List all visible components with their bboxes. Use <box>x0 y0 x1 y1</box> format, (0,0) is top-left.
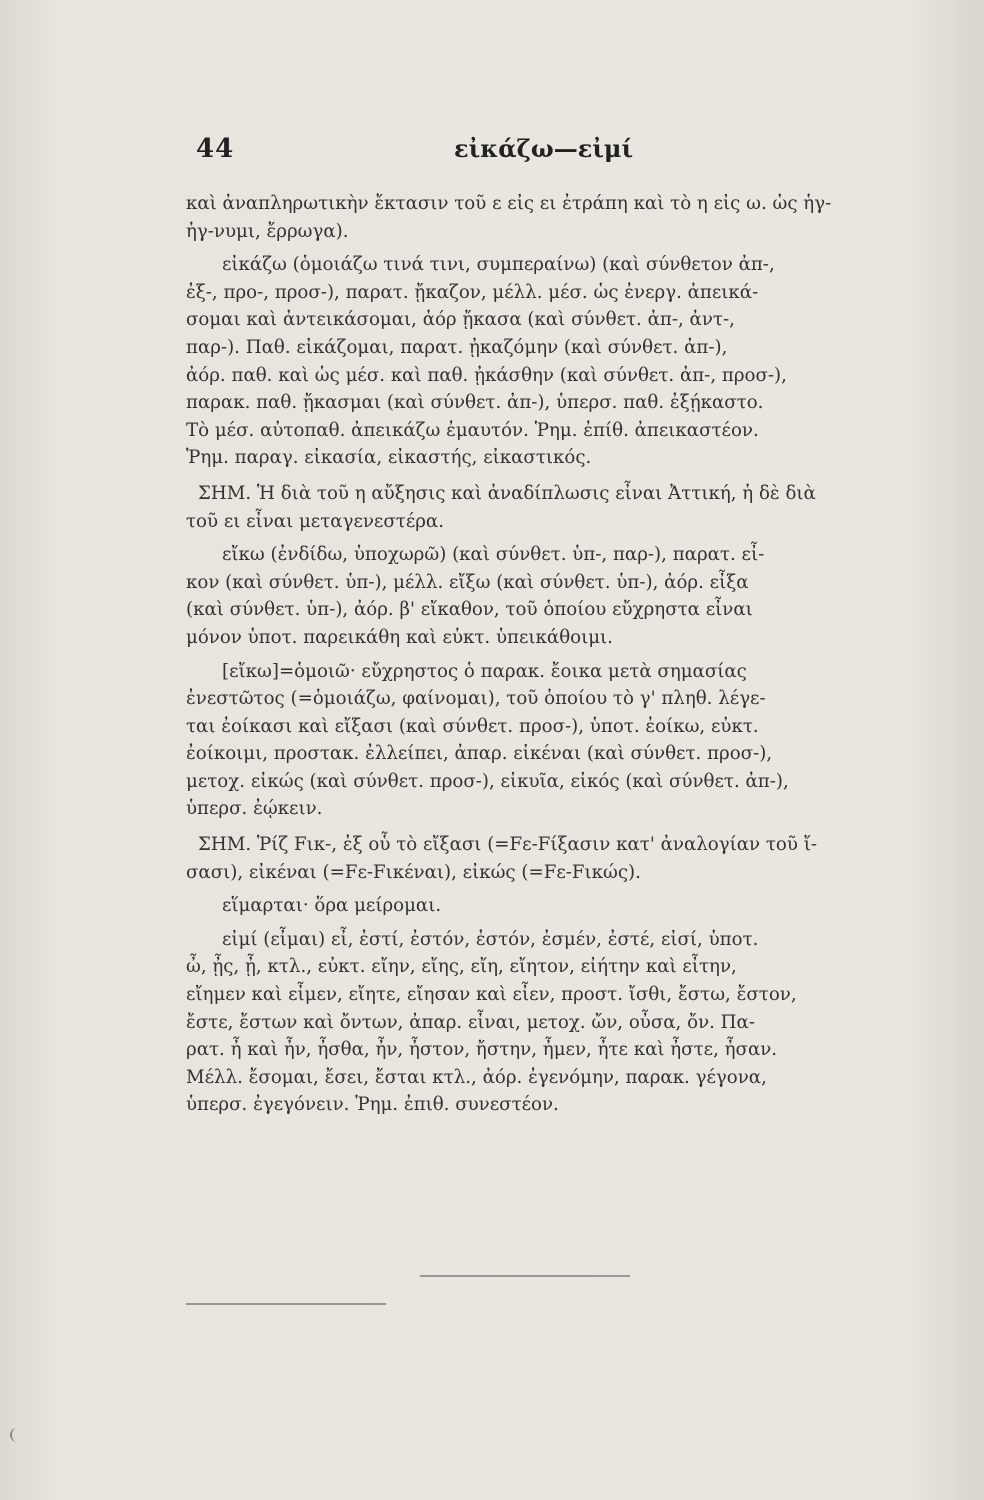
page-number: 44 <box>196 134 235 164</box>
text-line: εἰμί (εἶμαι) εἶ, ἐστί, ἐστόν, ἐστόν, ἐσμέν, ἐστέ, εἰσί, ὑποτ. <box>222 928 759 950</box>
page-header <box>196 134 896 174</box>
text-line: παρ-). Παθ. εἰκάζομαι, παρατ. ᾐκαζόμην (καὶ σύνθετ. ἀπ-), <box>186 336 728 358</box>
text-line: ἀόρ. παθ. καὶ ὡς μέσ. καὶ παθ. ᾐκάσθην (καὶ σύνθετ. ἀπ-, προσ-), <box>186 364 787 386</box>
text-line: καὶ ἀναπληρωτικὴν ἔκτασιν τοῦ ε εἰς ει ἐτράπη καὶ τὸ η εἰς ω. ὡς ἡγ- <box>186 193 832 214</box>
text-line: ἐνεστῶτος (=ὁμοιάζω, φαίνομαι), τοῦ ὁποίου τὸ γ' πληθ. λέγε- <box>186 688 766 710</box>
text-line: παρακ. παθ. ᾔκασμαι (καὶ σύνθετ. ἀπ-), ὑπερσ. παθ. ἐξῄκαστο. <box>186 392 764 414</box>
text-line: εἰκάζω (ὁμοιάζω τινά τινι, συμπεραίνω) (καὶ σύνθετον ἀπ-, <box>222 254 775 276</box>
dictionary-text <box>186 190 886 1119</box>
text-line: ὑπερσ. ἐγεγόνειν. Ῥημ. ἐπιθ. συνεστέον. <box>186 1094 559 1116</box>
text-line: ΣΗΜ. Ῥίζ Fικ-, ἐξ οὗ τὸ εἴξασι (=Fε-Fίξασιν κατ' ἀναλογίαν τοῦ ἴ- <box>198 834 817 856</box>
text-line: κον (καὶ σύνθετ. ὑπ-), μέλλ. εἴξω (καὶ σύνθετ. ὑπ-), ἀόρ. εἶξα <box>186 571 749 593</box>
text-line: τοῦ ει εἶναι μεταγενεστέρα. <box>186 510 444 532</box>
text-line: μετοχ. εἰκώς (καὶ σύνθετ. προσ-), εἰκυῖα, εἰκός (καὶ σύνθετ. ἀπ-), <box>186 770 789 792</box>
text-line: ἔστε, ἔστων καὶ ὄντων, ἀπαρ. εἶναι, μετοχ. ὤν, οὖσα, ὄν. Πα- <box>186 1011 755 1033</box>
text-line: Ῥημ. παραγ. εἰκασία, εἰκαστής, εἰκαστικός. <box>186 447 592 469</box>
text-line: ἐοίκοιμι, προστακ. ἐλλείπει, ἀπαρ. εἰκέναι (καὶ σύνθετ. προσ-), <box>186 743 773 765</box>
text-line: ἐξ-, προ-, προσ-), παρατ. ᾔκαζον, μέλλ. μέσ. ὡς ἐνεργ. ἀπεικά- <box>186 281 759 303</box>
text-line: εἵμαρται· ὅρα μείρομαι. <box>222 895 442 917</box>
text-line: σασι), εἰκέναι (=Fε-Fικέναι), εἰκώς (=Fε-Fικώς). <box>186 861 641 883</box>
text-line: ρατ. ἦ καὶ ἦν, ἦσθα, ἦν, ἦστον, ἤστην, ἦμεν, ἦτε καὶ ἦστε, ἦσαν. <box>186 1039 778 1061</box>
text-line: εἴημεν καὶ εἶμεν, εἴητε, εἴησαν καὶ εἶεν, προστ. ἴσθι, ἔστω, ἔστον, <box>186 984 797 1006</box>
text-line: ΣΗΜ. Ἡ διὰ τοῦ η αὔξησις καὶ ἀναδίπλωσις εἶναι Ἀττική, ἡ δὲ διὰ <box>198 482 816 504</box>
text-line: Μέλλ. ἔσομαι, ἔσει, ἔσται κτλ., ἀόρ. ἐγενόμην, παρακ. γέγονα, <box>186 1066 767 1088</box>
pencil-underline <box>186 1303 386 1305</box>
text-line: μόνον ὑποτ. παρεικάθη καὶ εὐκτ. ὑπεικάθοιμι. <box>186 626 613 648</box>
text-line: ὑπερσ. ἐῴκειν. <box>186 798 323 820</box>
running-head: εἰκάζω—εἰμί <box>454 134 634 163</box>
text-line: ἡγ-νυμι, ἔρρωγα). <box>186 220 349 242</box>
text-line: εἴκω (ἐνδίδω, ὑποχωρῶ) (καὶ σύνθετ. ὑπ-, παρ-), παρατ. εἶ- <box>222 544 765 566</box>
margin-mark-icon <box>10 1428 18 1442</box>
text-line: ὦ, ᾖς, ᾖ, κτλ., εὐκτ. εἴην, εἴης, εἴη, εἴητον, εἰήτην καὶ εἶτην, <box>186 956 737 978</box>
text-line: [εἴκω]=ὁμοιῶ· εὔχρηστος ὁ παρακ. ἔοικα μετὰ σημασίας <box>222 660 747 682</box>
text-line: σομαι καὶ ἀντεικάσομαι, ἀόρ ᾔκασα (καὶ σύνθετ. ἀπ-, ἀντ-, <box>186 309 735 331</box>
text-line: (καὶ σύνθετ. ὑπ-), ἀόρ. β' εἴκαθον, τοῦ ὁποίου εὔχρηστα εἶναι <box>186 599 753 621</box>
pencil-underline <box>420 1275 630 1277</box>
text-line: ται ἐοίκασι καὶ εἴξασι (καὶ σύνθετ. προσ-), ὑποτ. ἐοίκω, εὐκτ. <box>186 715 759 737</box>
text-line: Τὸ μέσ. αὐτοπαθ. ἀπεικάζω ἐμαυτόν. Ῥημ. ἐπίθ. ἀπεικαστέον. <box>186 419 759 441</box>
